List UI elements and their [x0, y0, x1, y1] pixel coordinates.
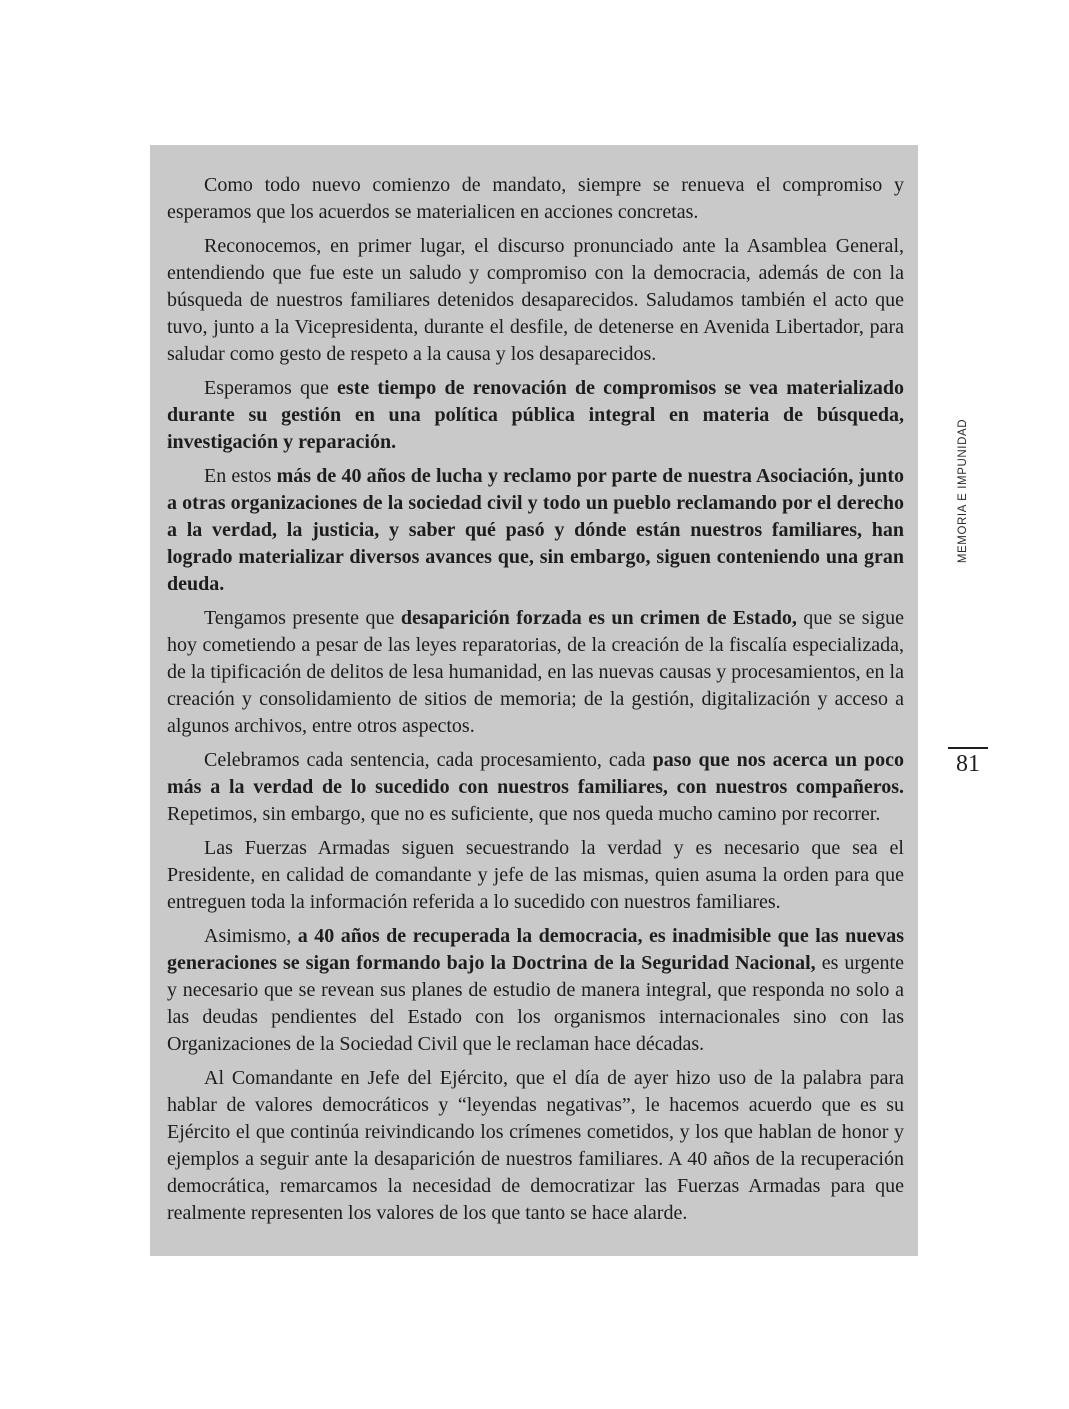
content-panel	[150, 145, 918, 1256]
paragraph-bold-segment: este tiempo de renovación de compromisos se vea materializado durante su gestión en una política pública integral en materia de búsqueda, investigación y reparación.	[167, 377, 904, 453]
paragraph	[167, 923, 904, 1058]
paragraph-segment: Repetimos, sin embargo, que no es suficiente, que nos queda mucho camino por recorrer.	[167, 803, 881, 825]
paragraph	[167, 233, 904, 368]
paragraph	[167, 375, 904, 456]
paragraph-segment: que se sigue hoy cometiendo a pesar de las leyes reparatorias, de la creación de la fiscalía especializada, de la tipificación de delitos de lesa humanidad, en las nuevas causas y procesamientos, en la creación y consolidamiento de sitios de memoria; de la gestión, digitalización y acceso a algunos archivos, entre otros aspectos.	[167, 607, 904, 737]
paragraph-bold-segment: a 40 años de recuperada la democracia, es inadmisible que las nuevas generaciones se sigan formando bajo la Doctrina de la Seguridad Nacional,	[167, 925, 904, 974]
paragraph-segment: Celebramos cada sentencia, cada procesamiento, cada	[204, 749, 653, 771]
paragraph	[167, 747, 904, 828]
paragraph-segment: Las Fuerzas Armadas siguen secuestrando la verdad y es necesario que sea el Presidente, en calidad de comandante y jefe de las mismas, quien asuma la orden para que entreguen toda la información referida a lo sucedido con nuestros familiares.	[167, 837, 904, 913]
paragraph	[167, 835, 904, 916]
paragraph-segment: En estos	[204, 465, 277, 487]
paragraph-segment: es urgente y necesario que se revean sus planes de estudio de manera integral, que responda no solo a las deudas pendientes del Estado con los organismos internacionales sino con las Organizaciones de la Sociedad Civil que le reclaman hace décadas.	[167, 952, 904, 1055]
paragraph	[167, 172, 904, 226]
paragraph-segment: Al Comandante en Jefe del Ejército, que el día de ayer hizo uso de la palabra para hablar de valores democráticos y “leyendas negativas”, le hacemos acuerdo que es su Ejército el que continúa reivindicando los crímenes cometidos, y los que hablan de honor y ejemplos a seguir ante la desaparición de nuestros familiares. A 40 años de la recuperación democrática, remarcamos la necesidad de democratizar las Fuerzas Armadas para que realmente representen los valores de los que tanto se hace alarde.	[167, 1067, 904, 1224]
paragraph-segment: Reconocemos, en primer lugar, el discurso pronunciado ante la Asamblea General, entendiendo que fue este un saludo y compromiso con la democracia, además de con la búsqueda de nuestros familiares detenidos desaparecidos. Saludamos también el acto que tuvo, junto a la Vicepresidenta, durante el desfile, de detenerse en Avenida Libertador, para saludar como gesto de respeto a la causa y los desaparecidos.	[167, 235, 904, 365]
paragraph-segment: Tengamos presente que	[204, 607, 401, 629]
paragraph	[167, 605, 904, 740]
page-number: 81	[948, 747, 988, 777]
paragraph-bold-segment: desaparición forzada es un crimen de Estado,	[400, 607, 797, 629]
paragraph	[167, 1065, 904, 1227]
paragraph-bold-segment: paso que nos acerca un poco más a la verdad de lo sucedido con nuestros familiares, con nuestros compañeros.	[167, 749, 905, 798]
margin-title: MEMORIA E IMPUNIDAD	[957, 418, 969, 564]
paragraph-segment: Esperamos que	[204, 377, 338, 399]
paragraph-segment: Asimismo,	[204, 925, 298, 947]
paragraph-bold-segment: más de 40 años de lucha y reclamo por parte de nuestra Asociación, junto a otras organizaciones de la sociedad civil y todo un pueblo reclamando por el derecho a la verdad, la justicia, y saber qué pasó y dónde están nuestros familiares, han logrado materializar diversos avances que, sin embargo, siguen conteniendo una gran deuda.	[167, 465, 904, 595]
paragraph-segment: Como todo nuevo comienzo de mandato, siempre se renueva el compromiso y esperamos que los acuerdos se materialicen en acciones concretas.	[167, 174, 904, 223]
paragraph	[167, 463, 904, 598]
